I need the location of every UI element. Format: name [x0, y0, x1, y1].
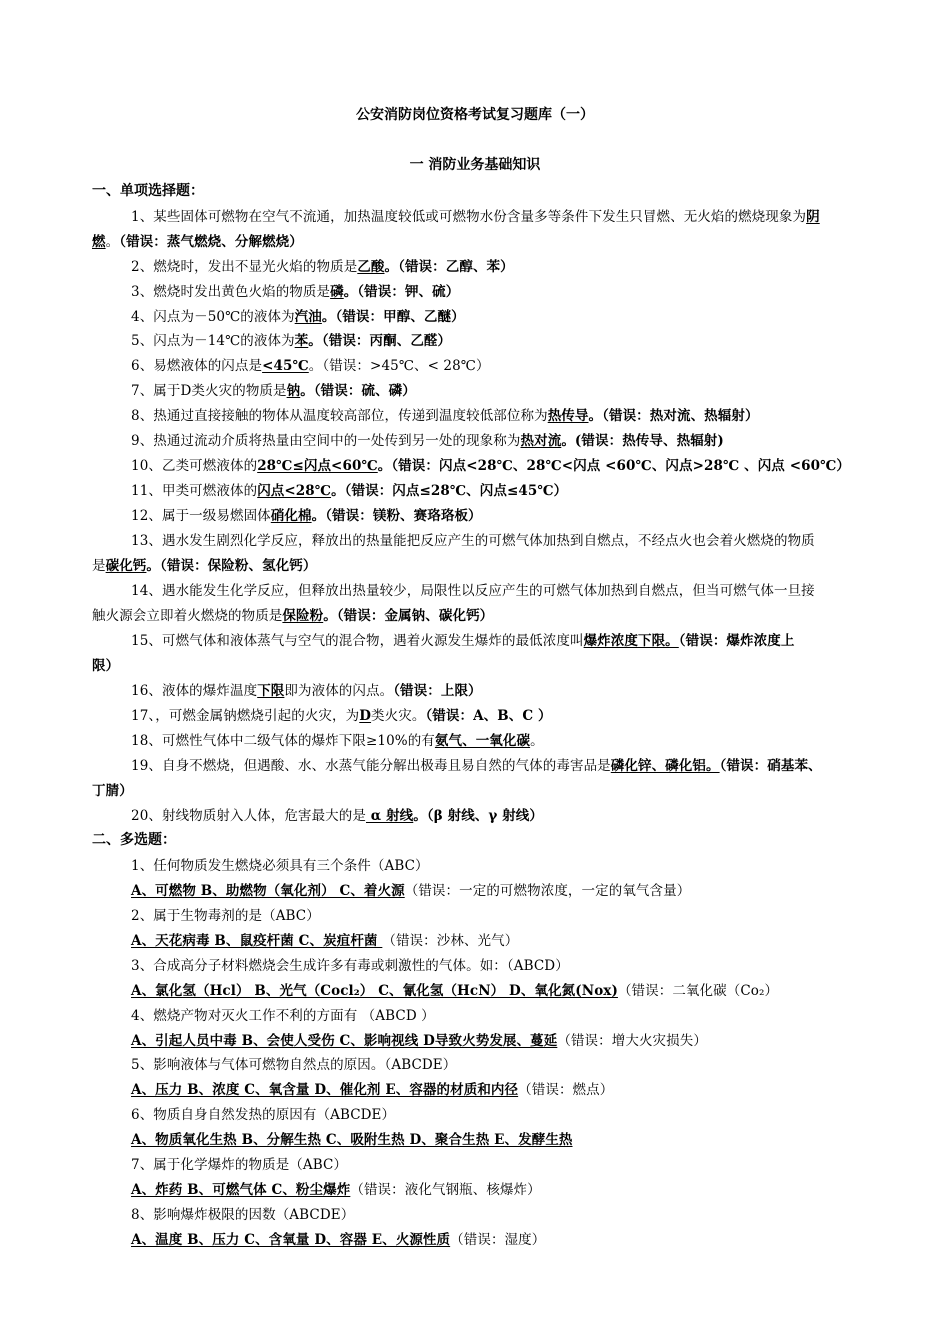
question-text: 15、可燃气体和液体蒸气与空气的混合物，遇着火源发生爆炸的最低浓度叫	[131, 633, 584, 649]
question-text: 12、属于一级易燃固体	[131, 508, 271, 524]
question-text: 9、热通过流动介质将热量由空间中的一处传到另一处的现象称为	[131, 433, 521, 449]
answer: α 射线	[365, 808, 414, 824]
wrong-options: （错误：增大火灾损失）	[557, 1033, 707, 1049]
document-title: 公安消防岗位资格考试复习题库（一）	[356, 107, 594, 123]
answer: 28℃≤闪点<60℃	[257, 458, 378, 474]
answer: A、可燃物 B、助燃物（氧化剂） C、着火源	[131, 883, 405, 899]
multi-answer-1	[131, 879, 690, 899]
answer: 阴	[806, 209, 820, 225]
question-1	[131, 205, 820, 225]
section-multi-choice: 二、多选题：	[92, 832, 176, 848]
question-19-cont	[92, 779, 133, 799]
question-text: 4、闪点为－50℃的液体为	[131, 309, 295, 325]
question-text: 是	[92, 558, 106, 574]
question-13	[131, 529, 815, 549]
question-17	[131, 704, 552, 724]
wrong-options: （错误：液化气钢瓶、核爆炸）	[350, 1182, 541, 1198]
wrong-options: （错误：上限）	[393, 683, 482, 699]
wrong-options: 。（错误：闪点<28℃、28℃<闪点 <60℃、闪点>28℃ 、闪点 <60℃）	[377, 458, 850, 474]
multi-question-3: 3、合成高分子材料燃烧会生成许多有毒或刺激性的气体。如：（ABCD）	[131, 958, 569, 974]
answer: A、温度 B、压力 C、含氧量 D、容器 E、火源性质	[131, 1232, 451, 1248]
question-5	[131, 329, 451, 349]
wrong-options: 。（错误：金属钠、碳化钙）	[323, 608, 494, 624]
answer: 钠	[286, 383, 301, 399]
wrong-options: 。（错误：镁粉、赛珞珞板）	[311, 508, 482, 524]
multi-answer-7	[131, 1178, 541, 1198]
answer: <45℃	[262, 358, 309, 374]
wrong-options: 。（错误：热对流、热辐射）	[588, 408, 759, 424]
wrong-options: （错误：一定的可燃物浓度，一定的氧气含量）	[404, 883, 691, 899]
answer: 热传导	[547, 408, 589, 424]
answer: 燃	[92, 234, 106, 250]
multi-answer-5	[131, 1078, 613, 1098]
multi-question-2: 2、属于生物毒剂的是（ABC）	[131, 908, 320, 924]
wrong-options: 。（错误：闪点≤28℃、闪点≤45℃）	[331, 483, 568, 499]
wrong-options: （错误：爆炸浓度上	[678, 633, 795, 649]
question-text: 17、，可燃金属钠燃烧引起的火灾，为	[131, 708, 360, 724]
question-8	[131, 404, 759, 424]
question-text: 10、乙类可燃液体的	[131, 458, 258, 474]
question-text: 即为液体的闪点。	[284, 683, 394, 699]
answer: 下限	[257, 683, 285, 699]
question-text: 5、闪点为－14℃的液体为	[131, 333, 295, 349]
wrong-options: （错误：湿度）	[450, 1232, 546, 1248]
answer: 热对流	[520, 433, 562, 449]
question-text: 13、遇水发生剧烈化学反应，释放出的热量能把反应产生的可燃气体加热到自燃点，不经点火也会着火燃烧的物质	[131, 533, 815, 549]
answer: A、炸药 B、可燃气体 C、粉尘爆炸	[131, 1182, 351, 1198]
wrong-options: 。（错误：乙醇、苯）	[384, 259, 514, 275]
wrong-options: 。（错误：硫、磷）	[300, 383, 416, 399]
question-20	[131, 804, 543, 824]
answer: 磷	[330, 284, 344, 300]
question-text: 6、易燃液体的闪点是	[131, 358, 263, 374]
question-text: 8、热通过直接接触的物体从温度较高部位，传递到温度较低部位称为	[131, 408, 548, 424]
answer: A、压力 B、浓度 C、氧含量 D、催化剂 E、容器的材质和内径	[131, 1082, 519, 1098]
multi-question-8: 8、影响爆炸极限的因数（ABCDE）	[131, 1207, 355, 1223]
answer: 氨气、一氧化碳	[434, 733, 531, 749]
question-3	[131, 280, 459, 300]
question-11	[131, 479, 567, 499]
wrong-options: （错误：蒸气燃烧、分解燃烧）	[119, 234, 303, 250]
question-18	[131, 729, 544, 749]
wrong-options: 。(错误：热传导、热辐射)	[561, 433, 724, 449]
answer: 苯	[294, 333, 309, 349]
multi-question-1: 1、任何物质发生燃烧必须具有三个条件（ABC）	[131, 858, 429, 874]
answer: 闪点<28℃	[257, 483, 332, 499]
wrong-options: 。（错误：>45℃、< 28℃）	[308, 358, 490, 374]
question-text: 16、液体的爆炸温度	[131, 683, 258, 699]
wrong-options: 。（错误：甲醇、乙醚）	[321, 309, 465, 325]
multi-answer-3	[131, 979, 778, 999]
answer: A、天花病毒 B、鼠疫杆菌 C、炭疽杆菌	[131, 933, 383, 949]
multi-question-7: 7、属于化学爆炸的物质是（ABC）	[131, 1157, 348, 1173]
wrong-options: 限）	[92, 658, 120, 674]
answer: 磷化锌、磷化铝。	[610, 758, 720, 774]
multi-question-5: 5、影响液体与气体可燃物自然点的原因。（ABCDE）	[131, 1057, 457, 1073]
punct: 。	[530, 733, 544, 749]
answer: A、氯化氢（Hcl） B、光气（Cocl₂） C、氰化氢（HcN） D、氧化氮(Nox)	[131, 983, 618, 999]
question-text: 18、可燃性气体中二级气体的爆炸下限≥10%的有	[131, 733, 435, 749]
multi-question-4: 4、燃烧产物对灭火工作不利的方面有 （ABCD ）	[131, 1008, 435, 1024]
question-14-cont	[92, 604, 493, 624]
question-text: 14、遇水能发生化学反应，但释放出热量较少，局限性以反应产生的可燃气体加热到自燃点，但当可燃气体一旦接	[131, 583, 815, 599]
multi-answer-6	[131, 1128, 573, 1148]
question-text: 20、射线物质射入人体，危害最大的是	[131, 808, 366, 824]
answer: 爆炸浓度下限。	[583, 633, 679, 649]
question-15	[131, 629, 794, 649]
question-15-cont	[92, 654, 119, 674]
question-19	[131, 754, 822, 774]
wrong-options: 。（错误：保险粉、氢化钙）	[146, 558, 317, 574]
question-14	[131, 579, 815, 599]
wrong-options: 丁腈）	[92, 783, 133, 799]
question-7	[131, 379, 416, 399]
answer: 硝化棉	[270, 508, 312, 524]
answer: 汽油	[294, 309, 322, 325]
question-text: 3、燃烧时发出黄色火焰的物质是	[131, 284, 331, 300]
question-2	[131, 255, 514, 275]
wrong-options: （错误：燃点）	[518, 1082, 614, 1098]
question-1-cont	[92, 230, 303, 250]
question-text: 19、自身不燃烧，但遇酸、水、水蒸气能分解出极毒且易自然的气体的毒害品是	[131, 758, 611, 774]
question-9	[131, 429, 724, 449]
wrong-options: （错误：沙林、光气）	[382, 933, 519, 949]
answer: 乙酸	[357, 259, 385, 275]
question-text: 1、某些固体可燃物在空气不流通，加热温度较低或可燃物水份含量多等条件下发生只冒燃、无火焰的燃烧现象为	[131, 209, 807, 225]
wrong-options: （错误：A、B、C ）	[425, 708, 552, 724]
answer: D	[359, 708, 372, 724]
question-12	[131, 504, 482, 524]
wrong-options: 。（错误：钾、硫）	[343, 284, 460, 300]
multi-answer-2	[131, 929, 518, 949]
answer: A、物质氧化生热 B、分解生热 C、吸附生热 D、聚合生热 E、发酵生热	[131, 1132, 573, 1148]
question-16	[131, 679, 482, 699]
wrong-options: 。（错误：丙酮、乙醛）	[308, 333, 452, 349]
question-text: 7、属于D类火灾的物质是	[131, 383, 287, 399]
punct: 。	[105, 234, 120, 250]
section-single-choice: 一、单项选择题：	[92, 183, 204, 199]
question-10	[131, 454, 850, 474]
question-text: 11、甲类可燃液体的	[131, 483, 258, 499]
multi-question-6: 6、物质自身自然发热的原因有（ABCDE）	[131, 1107, 396, 1123]
question-text: 2、燃烧时，发出不显光火焰的物质是	[131, 259, 358, 275]
question-13-cont	[92, 554, 316, 574]
question-4	[131, 305, 465, 325]
question-6	[131, 354, 490, 374]
answer: 碳化钙	[105, 558, 147, 574]
wrong-options: （错误：二氧化碳（Co₂）	[617, 983, 779, 999]
question-text: 类火灾。	[371, 708, 426, 724]
wrong-options: （错误：硝基苯、	[719, 758, 822, 774]
multi-answer-8	[131, 1228, 545, 1248]
chapter-heading: 一 消防业务基础知识	[409, 157, 541, 173]
answer: 保险粉	[282, 608, 324, 624]
wrong-options: 。（β 射线、γ 射线）	[413, 808, 544, 824]
multi-answer-4	[131, 1029, 707, 1049]
answer: A、引起人员中毒 B、会使人受伤 C、影响视线 D导致火势发展、蔓延	[131, 1033, 558, 1049]
question-text: 触火源会立即着火燃烧的物质是	[92, 608, 283, 624]
